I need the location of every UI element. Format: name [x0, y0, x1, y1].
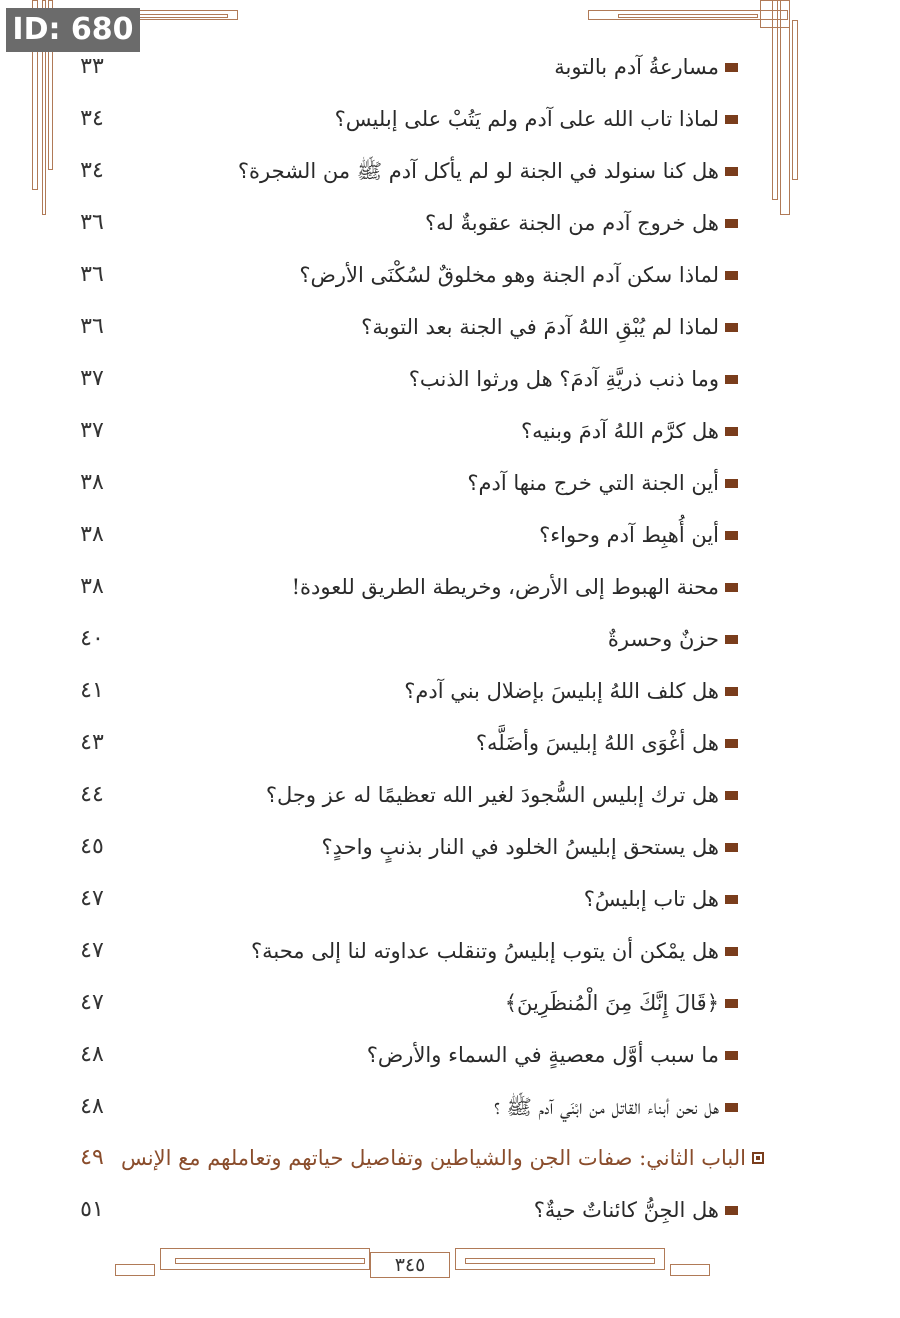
toc-entry-text: هل أغْوَى اللهُ إبليسَ وأضَلَّه؟ [475, 731, 719, 755]
toc-entry-text: لماذا سكن آدم الجنة وهو مخلوقٌ لسُكْنَى الأرض؟ [299, 263, 719, 287]
square-bullet-icon [725, 843, 738, 852]
square-bullet-icon [725, 1206, 738, 1215]
toc-entry [0, 983, 900, 1023]
toc-entry [0, 515, 900, 555]
square-bullet-icon [725, 999, 738, 1008]
square-bullet-icon [725, 427, 738, 436]
toc-page-number: ٤٧ [80, 938, 104, 963]
toc-entry-text: لماذا لم يُبْقِ اللهُ آدمَ في الجنة بعد التوبة؟ [361, 315, 719, 339]
toc-entry-text: أين الجنة التي خرج منها آدم؟ [467, 471, 719, 495]
toc-entry [0, 151, 900, 191]
toc-entry [0, 203, 900, 243]
toc-entry-text: مسارعةُ آدم بالتوبة [554, 55, 719, 79]
square-bullet-icon [725, 947, 738, 956]
toc-page-number: ٣٤ [80, 106, 104, 131]
square-bullet-icon [725, 167, 738, 176]
square-bullet-icon [725, 1051, 738, 1060]
toc-entry [0, 463, 900, 503]
toc-page-number: ٣٤ [80, 158, 104, 183]
toc-page-number: ٣٨ [80, 522, 104, 547]
toc-entry [0, 47, 900, 87]
toc-page-number: ٣٧ [80, 366, 104, 391]
toc-page-number: ٥١ [80, 1197, 104, 1222]
id-badge: ID: 680 [6, 8, 140, 52]
square-bullet-icon [725, 791, 738, 800]
square-bullet-icon [725, 583, 738, 592]
toc-entry [0, 359, 900, 399]
toc-page-number: ٤٧ [80, 886, 104, 911]
page-number: ٣٤٥ [394, 1254, 426, 1276]
toc-entry-text: ما سبب أوَّل معصيةٍ في السماء والأرض؟ [366, 1043, 719, 1067]
toc-entry-text: هل يمْكن أن يتوب إبليسُ وتنقلب عداوته لنا إلى محبة؟ [251, 939, 719, 963]
toc-page-number: ٤١ [80, 678, 104, 703]
toc-entry [0, 1035, 900, 1075]
square-bullet-icon [725, 219, 738, 228]
toc-page-number: ٤٣ [80, 730, 104, 755]
square-bullet-icon [725, 739, 738, 748]
square-bullet-icon [725, 375, 738, 384]
toc-page-number: ٣٦ [80, 262, 104, 287]
toc-entry-text: محنة الهبوط إلى الأرض، وخريطة الطريق للعودة! [291, 575, 719, 599]
toc-page-number: ٣٣ [80, 54, 104, 79]
square-bullet-icon [725, 63, 738, 72]
toc-page-number: ٤٨ [80, 1042, 104, 1067]
toc-page-number: ٤٧ [80, 990, 104, 1015]
toc-entry-text: هل كلف اللهُ إبليسَ بإضلال بني آدم؟ [404, 679, 719, 703]
toc-page-number: ٤٥ [80, 834, 104, 859]
toc-entry [0, 879, 900, 919]
toc-entry-text: هل كرَّم اللهُ آدمَ وبنيه؟ [521, 419, 719, 443]
toc-page-number: ٣٦ [80, 314, 104, 339]
toc-page-number: ٤٠ [80, 626, 104, 651]
toc-entry [0, 671, 900, 711]
toc-page-number: ٣٨ [80, 574, 104, 599]
square-bullet-icon [725, 531, 738, 540]
toc-page-number: ٤٤ [80, 782, 104, 807]
toc-entry-text: لماذا تاب الله على آدم ولم يَتُبْ على إبليس؟ [334, 107, 719, 131]
toc-entry-text: ﴿قَالَ إِنَّكَ مِنَ الْمُنظَرِينَ﴾ [504, 991, 719, 1015]
toc-page-number: ٤٨ [80, 1094, 104, 1119]
toc-entry [0, 775, 900, 815]
square-bullet-icon [725, 479, 738, 488]
toc-entry-text: هل كنا سنولد في الجنة لو لم يأكل آدم ﷺ من الشجرة؟ [237, 159, 719, 183]
square-bullet-icon [725, 323, 738, 332]
toc-entry [0, 931, 900, 971]
square-bullet-icon [725, 115, 738, 124]
toc-entry [0, 99, 900, 139]
toc-page-number: ٣٧ [80, 418, 104, 443]
square-bullet-icon [725, 271, 738, 280]
chapter-title: الباب الثاني: صفات الجن والشياطين وتفاصيل حياتهم وتعاملهم مع الإنس [120, 1146, 746, 1170]
toc-chapter-heading [0, 1138, 900, 1178]
toc-entry-text: أين أُهبِط آدم وحواء؟ [539, 523, 719, 547]
toc-entry-text: هل الجِنُّ كائناتٌ حيةٌ؟ [533, 1198, 719, 1222]
toc-entry-text: هل ترك إبليس السُّجودَ لغير الله تعظيمًا له عز وجل؟ [265, 783, 719, 807]
toc-entry [0, 307, 900, 347]
toc-page-number: ٤٩ [80, 1145, 104, 1170]
square-bullet-icon [725, 635, 738, 644]
toc-entry [0, 1087, 900, 1127]
toc-entry-text: هل نحن أبناء القاتل من ابْنَي آدم ﷺ ؟ [493, 1095, 719, 1119]
toc-entry [0, 619, 900, 659]
toc-page-number: ٣٨ [80, 470, 104, 495]
toc-entry-text: هل يستحق إبليسُ الخلود في النار بذنبٍ واحدٍ؟ [321, 835, 719, 859]
square-bullet-icon [725, 1103, 738, 1112]
toc-entry-text: هل تاب إبليسُ؟ [583, 887, 719, 911]
toc-entry-text: هل خروج آدم من الجنة عقوبةٌ له؟ [424, 211, 719, 235]
toc-entry [0, 723, 900, 763]
toc-entry [0, 1190, 900, 1230]
square-bullet-icon [725, 687, 738, 696]
boxed-square-icon [752, 1152, 764, 1164]
toc-entry-text: حزنٌ وحسرةٌ [607, 627, 719, 651]
square-bullet-icon [725, 895, 738, 904]
toc-page-number: ٣٦ [80, 210, 104, 235]
toc-entry [0, 827, 900, 867]
toc-entry-text: وما ذنب ذريَّةِ آدمَ؟ هل ورثوا الذنب؟ [408, 367, 719, 391]
toc-entry [0, 255, 900, 295]
toc-entry [0, 567, 900, 607]
toc-entry [0, 411, 900, 451]
